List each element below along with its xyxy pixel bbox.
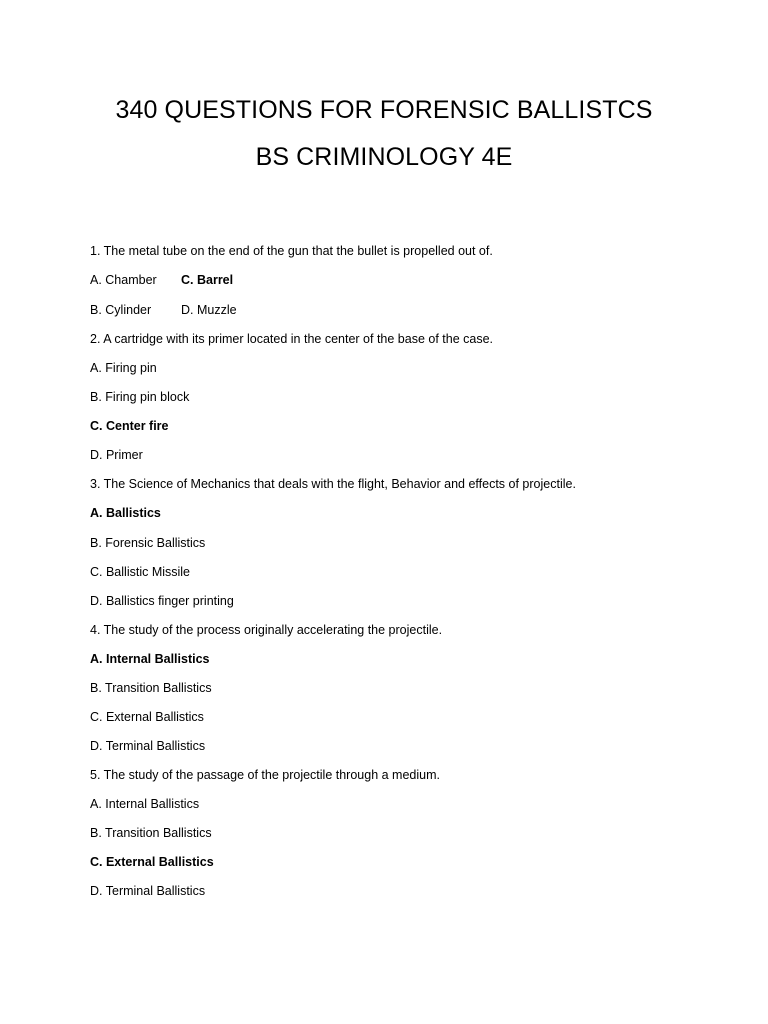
question-3-stem: 3. The Science of Mechanics that deals with the flight, Behavior and effects of projectile. xyxy=(90,477,576,491)
question-4-option-c: C. External Ballistics xyxy=(90,710,204,724)
question-1-options-row-2 xyxy=(90,301,237,319)
question-5-option-a: A. Internal Ballistics xyxy=(90,797,200,811)
question-2-stem: 2. A cartridge with its primer located in the center of the base of the case. xyxy=(90,332,493,346)
question-4-option-d: D. Terminal Ballistics xyxy=(90,739,206,753)
document-subtitle: BS CRIMINOLOGY 4E xyxy=(255,143,513,171)
question-5-stem: 5. The study of the passage of the projectile through a medium. xyxy=(90,768,440,782)
question-4-option-a-answer: A. Internal Ballistics xyxy=(90,652,210,666)
question-1-stem: 1. The metal tube on the end of the gun that the bullet is propelled out of. xyxy=(90,244,493,258)
question-1-option-a: A. Chamber xyxy=(90,273,157,287)
question-1-option-b: B. Cylinder xyxy=(90,303,152,317)
question-3-option-b: B. Forensic Ballistics xyxy=(90,536,206,550)
question-3-option-c: C. Ballistic Missile xyxy=(90,565,191,579)
document-title: 340 QUESTIONS FOR FORENSIC BALLISTCS xyxy=(115,96,653,124)
question-3-option-d: D. Ballistics finger printing xyxy=(90,594,234,608)
question-1-option-d: D. Muzzle xyxy=(181,303,237,317)
question-5-option-d: D. Terminal Ballistics xyxy=(90,884,206,898)
question-2-option-c-answer: C. Center fire xyxy=(90,419,169,433)
question-1-option-c-answer: C. Barrel xyxy=(181,273,234,287)
question-1-options-row-1 xyxy=(90,271,233,289)
question-2-option-b: B. Firing pin block xyxy=(90,390,190,404)
question-3-option-a-answer: A. Ballistics xyxy=(90,506,161,520)
question-2-option-d: D. Primer xyxy=(90,448,143,462)
question-5-option-c-answer: C. External Ballistics xyxy=(90,855,214,869)
question-5-option-b: B. Transition Ballistics xyxy=(90,826,212,840)
question-4-stem: 4. The study of the process originally accelerating the projectile. xyxy=(90,623,443,637)
question-2-option-a: A. Firing pin xyxy=(90,361,157,375)
question-4-option-b: B. Transition Ballistics xyxy=(90,681,212,695)
